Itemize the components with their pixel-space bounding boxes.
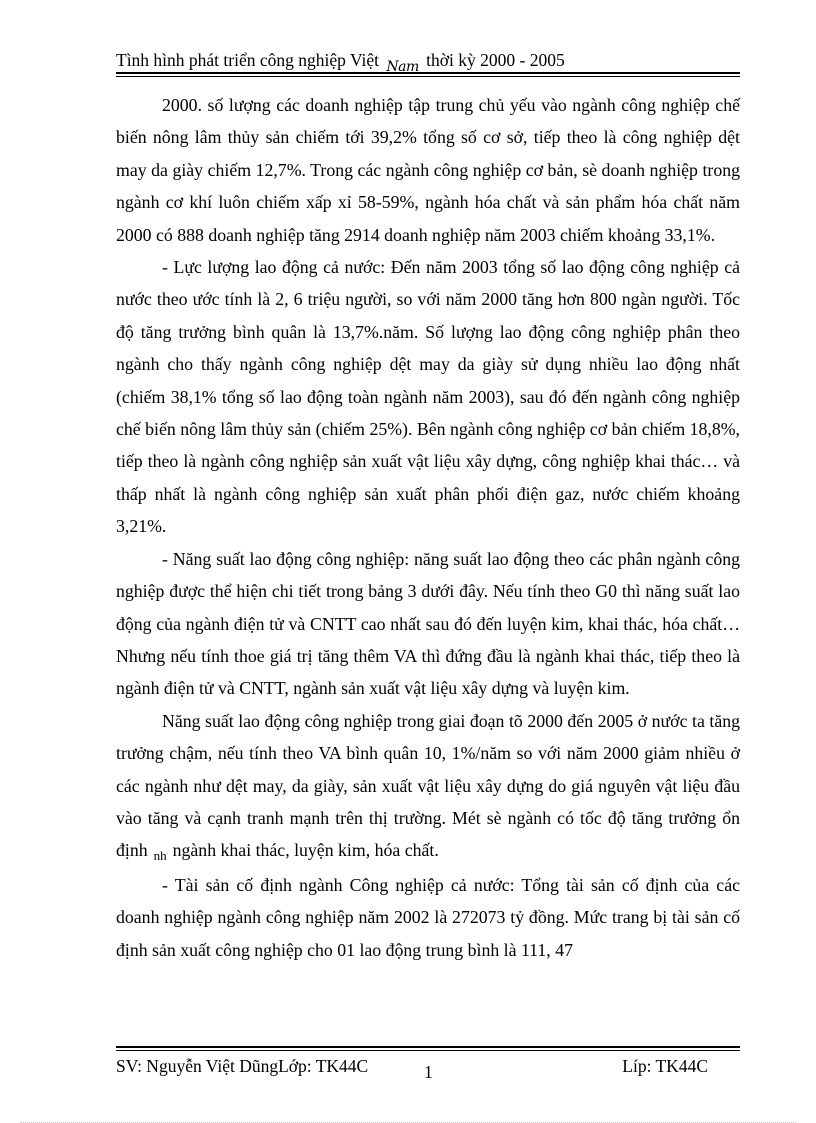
page-number: 1 — [424, 1062, 433, 1082]
paragraph-productivity: - Năng suất lao động công nghiệp: năng suất lao động theo các phân ngành công nghiệp được thể hiện chi tiết trong bảng 3 dưới đây. Nếu tính theo G0 thì năng suất lao động của ngành điện tử và CNTT cao nhất sau đó đến luyện kim, khai thác, hóa chất… Nhưng nếu tính thoe giá trị tăng thêm VA thì đứng đầu là ngành khai thác, tiếp theo là ngành điện tử và CNTT, ngành sản xuất vật liệu xây dựng và luyện kim. — [116, 548, 740, 699]
header-title-end: thời kỳ 2000 - 2005 — [426, 50, 565, 70]
paragraph-fixed-assets: - Tài sản cố định ngành Công nghiệp cả nước: Tổng tài sản cố định của các doanh nghiệp ngành công nghiệp năm 2002 là 272073 tỷ đồng. Mức trang bị tài sản cố định sản xuất công nghiệp cho 01 lao động trung bình là 111, 47 — [116, 874, 740, 960]
footer-rule — [116, 1046, 740, 1048]
page-footer — [116, 1056, 740, 1082]
paragraph-productivity-growth — [116, 705, 740, 869]
paragraph-productivity-growth-text: Năng suất lao động công nghiệp trong giai đoạn tõ 2000 đến 2005 ở nước ta tăng trưởng chậm, nếu tính theo VA bình quân 10, 1%/năm so với năm 2000 giảm nhiều ở các ngành như dệt may, da giày, sản xuất vật liệu xây dựng do giá nguyên vật liệu đầu vào tăng và cạnh tranh mạnh trên thị trường. Mét sè ngành có tốc độ tăng trưởng ổn định — [116, 710, 740, 861]
page-header — [116, 50, 740, 75]
header-rule — [116, 72, 740, 74]
document-body — [116, 89, 740, 966]
header-title-start: Tình hình phát triển công nghiệp Việt — [116, 50, 380, 70]
inline-fragment: nh — [153, 848, 167, 864]
header-title-script: Nam — [386, 59, 419, 75]
paragraph-productivity-growth-end: ngành khai thác, luyện kim, hóa chất. — [172, 840, 439, 861]
footer-class: Líp: TK44C — [622, 1056, 708, 1076]
paragraph-enterprises: 2000. số lượng các doanh nghiệp tập trung chủ yếu vào ngành công nghiệp chế biến nông lâm thủy sản chiếm tới 39,2% tổng số cơ sở, tiếp theo là công nghiệp dệt may da giày chiếm 12,7%. Trong các ngành công nghiệp cơ bản, sè doanh nghiệp trong ngành cơ khí luôn chiếm xấp xỉ 58-59%, ngành hóa chất và sản phẩm hóa chất năm 2000 có 888 doanh nghiệp tăng 2914 doanh nghiệp năm 2003 chiếm khoảng 33,1%. — [116, 95, 740, 245]
footer-student: SV: Nguyễn Việt DũngLớp: TK44C — [116, 1056, 369, 1076]
footer-rule-thin — [116, 1050, 740, 1051]
paragraph-labor-force: - Lực lượng lao động cả nước: Đến năm 2003 tổng số lao động công nghiệp cả nước theo ước tính là 2, 6 triệu người, so với năm 2000 tăng hơn 800 ngàn người. Tốc độ tăng trưởng bình quân là 13,7%.năm. Số lượng lao động công nghiệp phân theo ngành cho thấy ngành công nghiệp dệt may da giày sử dụng nhiều lao động nhất (chiếm 38,1% tổng số lao động toàn ngành năm 2003), sau đó đến ngành công nghiệp chế biến nông lâm thủy sản (chiếm 25%). Bên ngành công nghiệp cơ bản chiếm 18,8%, tiếp theo là ngành công nghiệp sản xuất vật liệu xây dựng, công nghiệp khai thác… và thấp nhất là ngành công nghiệp sản xuất phân phối điện gaz, nước chiếm khoảng 3,21%. — [116, 257, 740, 537]
header-rule-thin — [116, 76, 740, 77]
